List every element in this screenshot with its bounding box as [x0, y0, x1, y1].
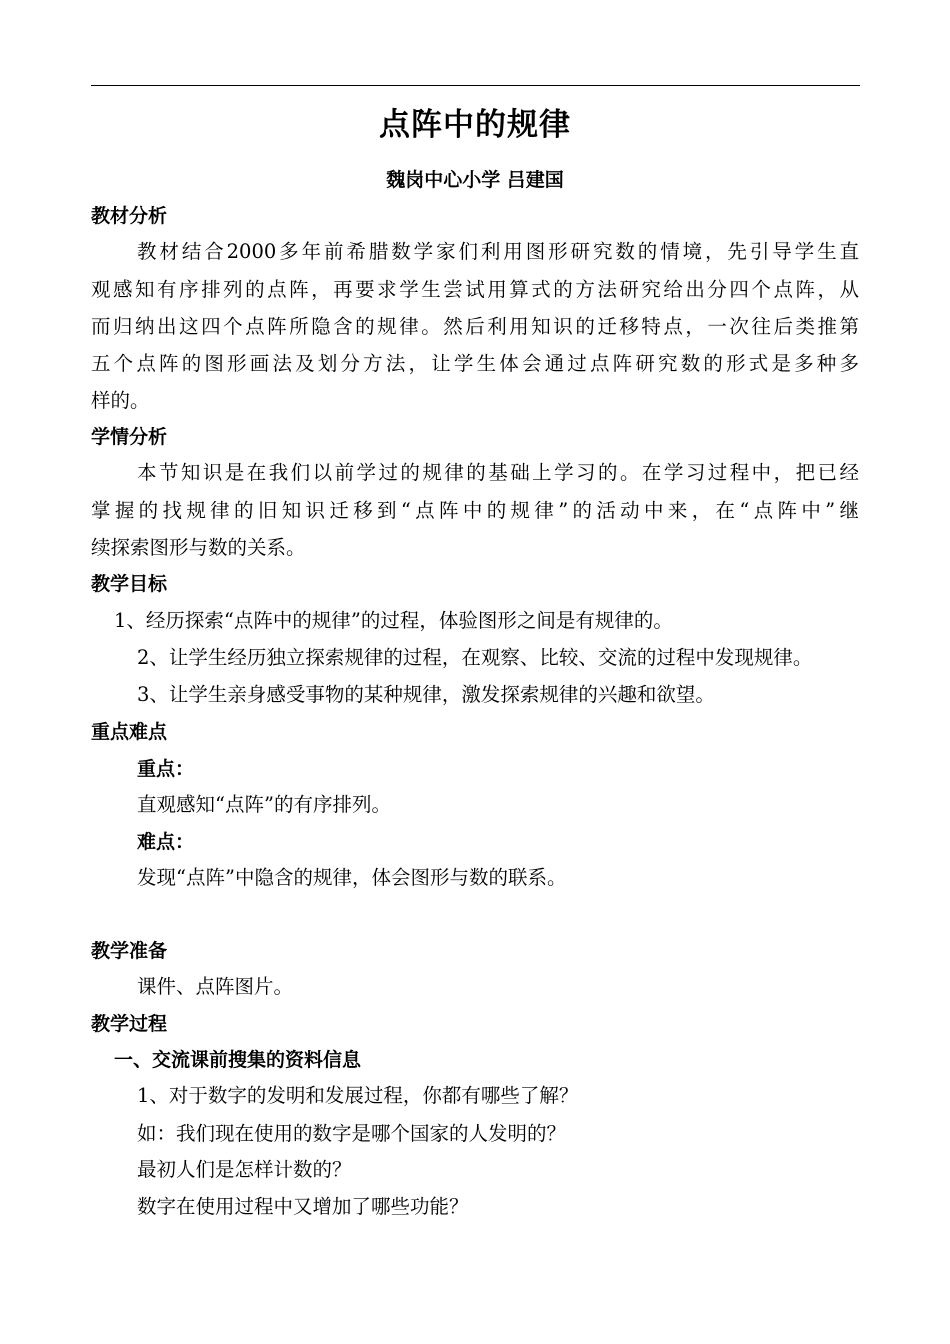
heading-preparation: 教学准备: [91, 940, 168, 962]
key-label: 重点：: [137, 758, 195, 780]
document-title: 点阵中的规律: [379, 107, 571, 143]
heading-teaching-goals: 教学目标: [91, 573, 168, 595]
paragraph-line: 掌握的找规律的旧知识迁移到“点阵中的规律”的活动中来，在“点阵中”继: [91, 499, 859, 522]
paragraph-line: 教材结合2000多年前希腊数学家们利用图形研究数的情境，先引导学生直: [137, 240, 859, 263]
paragraph-line: 续探索图形与数的关系。: [91, 536, 306, 559]
heading-material-analysis: 教材分析: [91, 205, 168, 227]
process-line: 数字在使用过程中又增加了哪些功能？: [137, 1195, 469, 1218]
process-line: 1、对于数字的发明和发展过程，你都有哪些了解？: [137, 1084, 579, 1107]
difficulty-label: 难点：: [137, 831, 195, 853]
header-rule: [91, 85, 860, 86]
document-author: 魏岗中心小学 吕建国: [386, 169, 564, 191]
goal-item: 3、让学生亲身感受事物的某种规律，激发探索规律的兴趣和欲望。: [137, 683, 715, 706]
process-subheading: 一、交流课前搜集的资料信息: [114, 1049, 362, 1071]
heading-student-analysis: 学情分析: [91, 426, 168, 448]
paragraph-line: 而归纳出这四个点阵所隐含的规律。然后利用知识的迁移特点，一次往后类推第: [91, 315, 859, 338]
paragraph-line: 五个点阵的图形画法及划分方法，让学生体会通过点阵研究数的形式是多种多: [91, 352, 859, 375]
paragraph-line: 样的。: [91, 389, 150, 412]
heading-teaching-process: 教学过程: [91, 1013, 168, 1035]
process-line: 如：我们现在使用的数字是哪个国家的人发明的？: [137, 1122, 567, 1145]
difficulty-text: 发现“点阵”中隐含的规律，体会图形与数的联系。: [137, 866, 567, 889]
goal-item: 2、让学生经历独立探索规律的过程，在观察、比较、交流的过程中发现规律。: [137, 646, 813, 669]
preparation-text: 课件、点阵图片。: [137, 975, 294, 998]
heading-key-difficulty: 重点难点: [91, 721, 168, 743]
goal-item: 1、经历探索“点阵中的规律”的过程，体验图形之间是有规律的。: [114, 609, 673, 632]
process-line: 最初人们是怎样计数的？: [137, 1158, 352, 1181]
paragraph-line: 本节知识是在我们以前学过的规律的基础上学习的。在学习过程中，把已经: [137, 461, 859, 484]
key-text: 直观感知“点阵”的有序排列。: [137, 793, 391, 816]
paragraph-line: 观感知有序排列的点阵，再要求学生尝试用算式的方法研究给出分四个点阵，从: [91, 278, 859, 301]
